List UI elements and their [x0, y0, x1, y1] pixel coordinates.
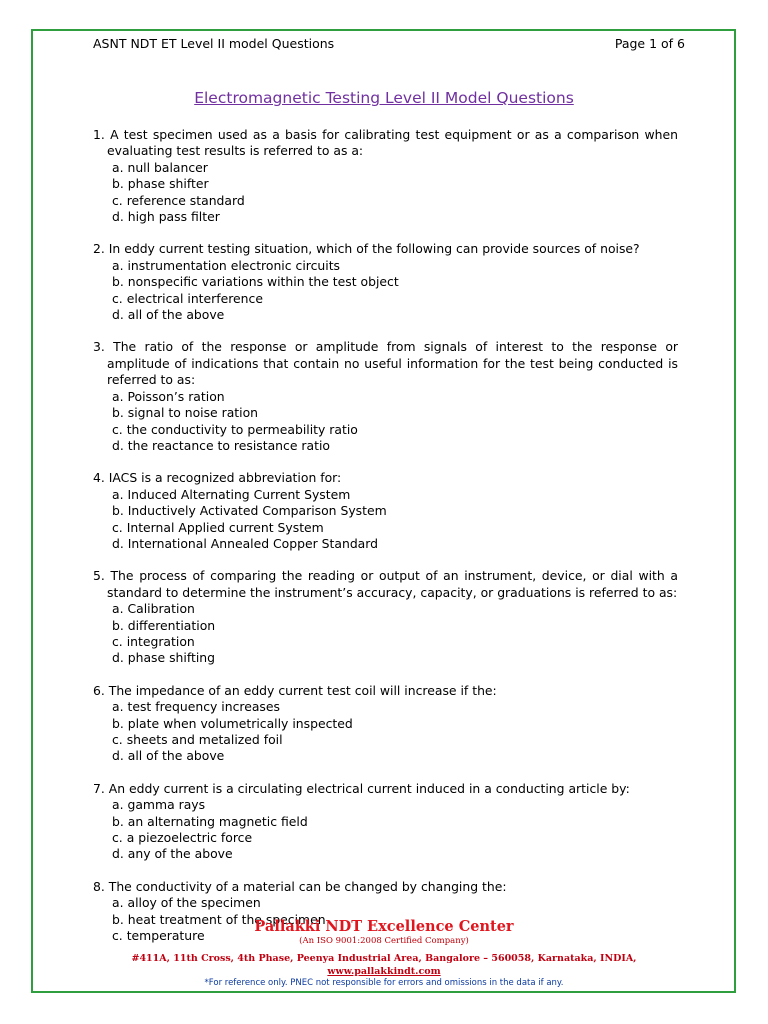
question-stem: 3. The ratio of the response or amplitude from signals of interest to the response or amplitude of indications that contain no useful information for the test being conducted is referred to as:: [93, 339, 678, 388]
question-stem: 1. A test specimen used as a basis for calibrating test equipment or as a comparison when evaluating test results is referred to as a:: [93, 127, 678, 159]
footer-iso-certification: (An ISO 9001:2008 Certified Company): [299, 936, 469, 946]
footer-website-link[interactable]: www.pallakkindt.com: [327, 966, 441, 977]
answer-option: b. plate when volumetrically inspected: [112, 715, 353, 731]
answer-option: b. an alternating magnetic field: [112, 813, 308, 829]
answer-option: c. a piezoelectric force: [112, 830, 253, 846]
question-3: [93, 339, 678, 454]
answer-option: a. Calibration: [112, 601, 195, 617]
answer-option: a. null balancer: [112, 159, 208, 175]
header-page-number: Page 1 of 6: [614, 36, 685, 51]
answer-option: d. all of the above: [112, 748, 225, 764]
question-6: [93, 683, 678, 765]
answer-option: c. electrical interference: [112, 290, 263, 306]
question-4: [93, 470, 678, 552]
answer-option: c. the conductivity to permeability ratio: [112, 421, 358, 437]
question-list: [93, 127, 678, 960]
answer-option: a. instrumentation electronic circuits: [112, 257, 341, 273]
answer-option: d. any of the above: [112, 846, 233, 862]
answer-option: c. temperature: [112, 928, 205, 944]
answer-option: a. test frequency increases: [112, 699, 280, 715]
answer-option: c. sheets and metalized foil: [112, 732, 283, 747]
question-1: [93, 127, 678, 225]
question-stem: 2. In eddy current testing situation, which of the following can provide sources of noise?: [93, 241, 640, 257]
answer-option: b. differentiation: [112, 617, 216, 633]
question-stem: 8. The conductivity of a material can be changed by changing the:: [93, 878, 507, 894]
answer-option: c. reference standard: [112, 192, 245, 208]
question-stem: 4. IACS is a recognized abbreviation for:: [93, 470, 342, 486]
answer-option: b. phase shifter: [112, 176, 209, 192]
question-stem: 5. The process of comparing the reading or output of an instrument, device, or dial with a standard to determine the instrument’s accuracy, capacity, or graduations is referred to as:: [93, 568, 678, 600]
answer-option: d. phase shifting: [112, 650, 215, 666]
question-2: [93, 241, 678, 323]
question-7: [93, 781, 678, 863]
answer-option: a. Poisson’s ration: [112, 388, 225, 404]
question-stem: 7. An eddy current is a circulating electrical current induced in a conducting article by:: [93, 780, 630, 796]
answer-option: d. all of the above: [112, 307, 225, 323]
footer-company-name: Pallakki NDT Excellence Center: [254, 918, 514, 935]
page-title: Electromagnetic Testing Level II Model Questions: [194, 89, 574, 107]
answer-option: d. the reactance to resistance ratio: [112, 437, 330, 453]
answer-option: a. Induced Alternating Current System: [112, 486, 351, 502]
answer-option: b. signal to noise ration: [112, 405, 259, 421]
answer-option: b. heat treatment of the specimen: [112, 911, 326, 927]
question-5: [93, 568, 678, 666]
answer-option: d. high pass filter: [112, 209, 220, 225]
answer-option: a. alloy of the specimen: [112, 895, 261, 911]
footer-disclaimer: *For reference only. PNEC not responsible for errors and omissions in the data if any.: [204, 978, 564, 988]
answer-option: d. International Annealed Copper Standard: [112, 535, 379, 551]
question-stem: 6. The impedance of an eddy current test coil will increase if the:: [93, 682, 497, 698]
answer-option: c. integration: [112, 633, 195, 649]
header-document-title: ASNT NDT ET Level II model Questions: [93, 36, 335, 51]
answer-option: b. nonspecific variations within the test object: [112, 274, 399, 290]
answer-option: b. Inductively Activated Comparison System: [112, 503, 387, 519]
footer-address: #411A, 11th Cross, 4th Phase, Peenya Industrial Area, Bangalore – 560058, Karnataka, INDIA,: [131, 953, 637, 964]
answer-option: c. Internal Applied current System: [112, 519, 324, 535]
answer-option: a. gamma rays: [112, 797, 206, 813]
